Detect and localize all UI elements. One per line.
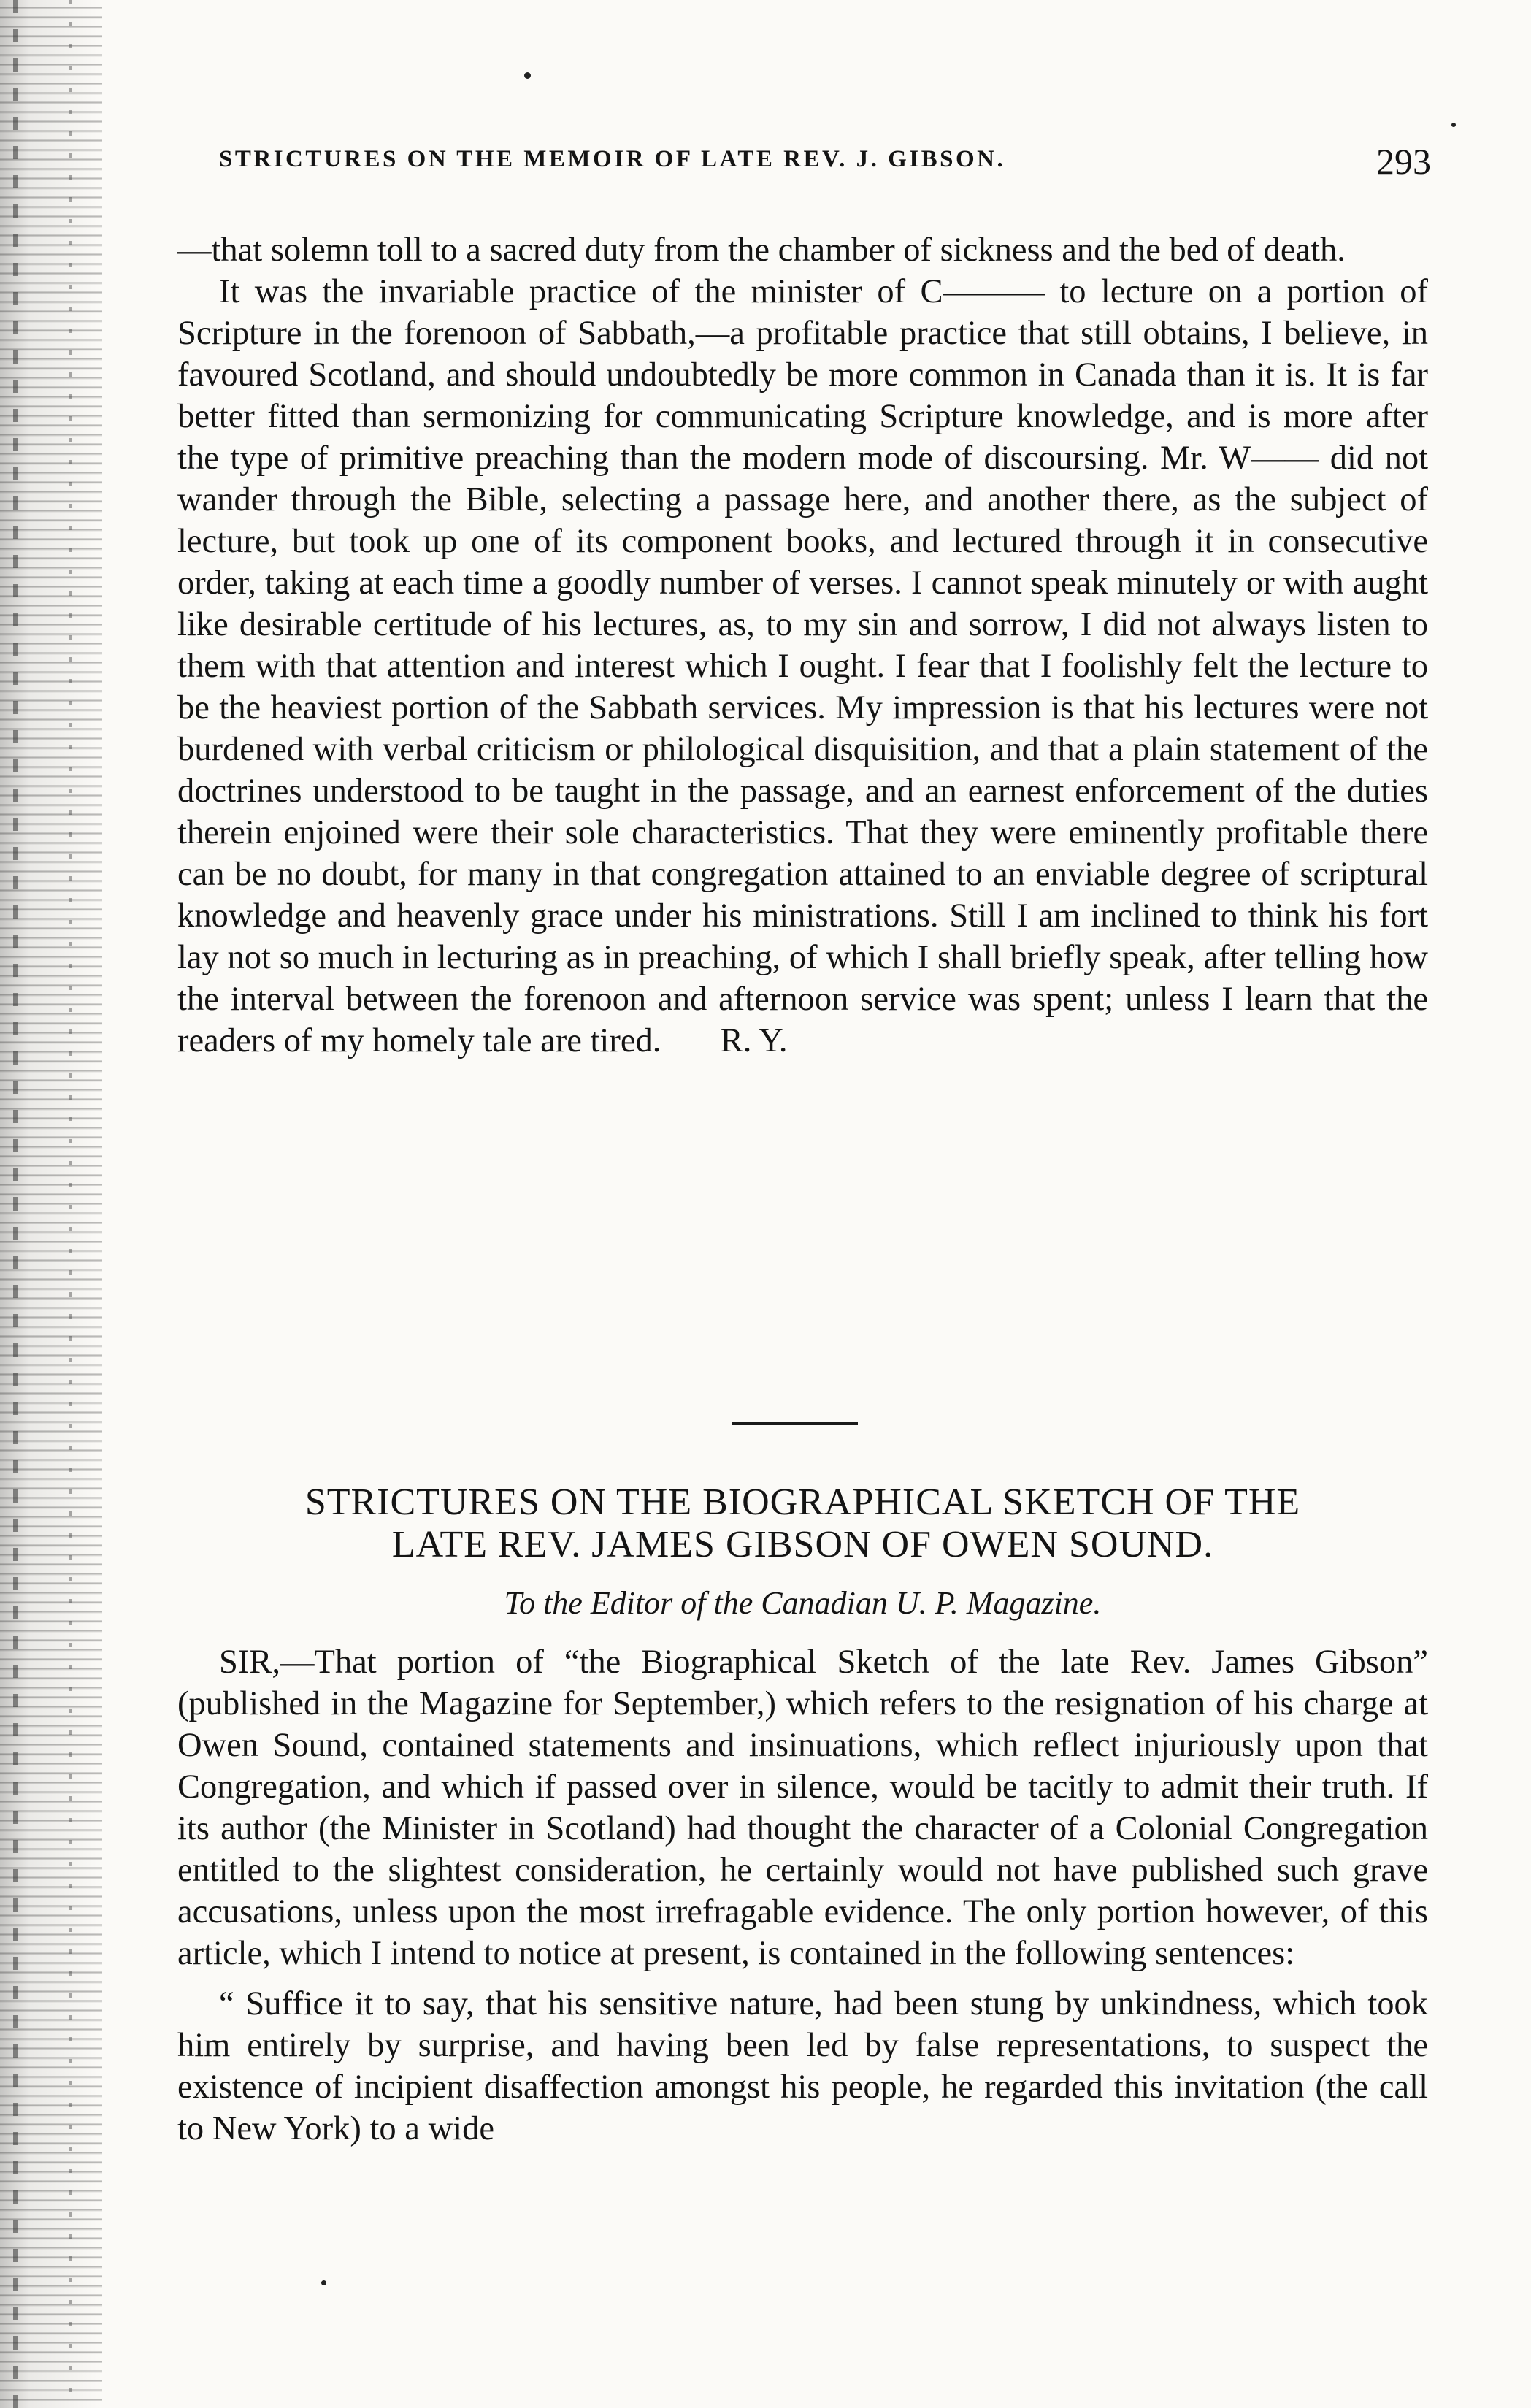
binding-edge-shadow bbox=[13, 0, 18, 2408]
binding-edge-shadow-inner bbox=[69, 0, 72, 2408]
running-head: STRICTURES ON THE MEMOIR OF LATE REV. J. GIBSON. bbox=[219, 146, 1006, 172]
article-title-line-2: LATE REV. JAMES GIBSON OF OWEN SOUND. bbox=[391, 1524, 1214, 1565]
page-header bbox=[219, 141, 1431, 190]
letter-paragraph: SIR,—That portion of “the Biographical Sketch of the late Rev. James Gibson” (published in the Magazine for September,) which refers to the resignation of his charge at Owen Sound, contained statements and insinuations, which reflect injuriously upon that Congregation, and which if passed over in silence, would be tacitly to admit their truth. If its author (the Minister in Scotland) had thought the character of a Colonial Congregation entitled to the slightest consideration, he certainly would not have published such grave accusations, unless upon the most irrefragable evidence. The only portion however, of this article, which I intend to notice at present, is contained in the following sentences: bbox=[177, 1644, 1428, 1972]
ink-speck bbox=[524, 72, 531, 79]
letter-address: To the Editor of the Canadian U. P. Magazine. bbox=[504, 1585, 1102, 1621]
continuation-paragraph: —that solemn toll to a sacred duty from the chamber of sickness and the bed of death. bbox=[177, 231, 1346, 269]
lecture-paragraph bbox=[177, 271, 1428, 1062]
page-number: 293 bbox=[1376, 141, 1431, 182]
lecture-paragraph-text: It was the invariable practice of the minister of C——— to lecture on a portion of Scripture in the forenoon of Sabbath,—a profitable practice that still obtains, I believe, in favoured Scotland, and should undoubtedly be more common in Canada than it is. It is far better fitted than sermonizing for communicating Scripture knowledge, and is more after the type of primitive preaching than the modern mode of discoursing. Mr. W—— did not wander through the Bible, selecting a passage here, and another there, as the subject of lecture, but took up one of its component books, and lectured through it in consecutive order, taking at each time a goodly number of verses. I cannot speak minutely or with aught like desirable certitude of his lectures, as, to my sin and sorrow, I did not always listen to them with that attention and interest which I ought. I fear that I foolishly felt the lecture to be the heaviest portion of the Sabbath services. My impression is that his lectures were not burdened with verbal criticism or philological disquisition, and that a plain statement of the doctrines understood to be taught in the passage, and an earnest enforcement of the duties therein enjoined were their sole characteristics. That they were eminently profitable there can be no doubt, for many in that congregation attained to an enviable degree of scriptural knowledge and heavenly grace under his ministrations. Still I am inclined to think his fort lay not so much in lecturing as in preaching, of which I shall briefly speak, after telling how the interval between the forenoon and afternoon service was spent; unless I learn that the readers of my homely tale are tired. bbox=[177, 273, 1428, 1059]
article-title-line-1: STRICTURES ON THE BIOGRAPHICAL SKETCH OF THE bbox=[304, 1481, 1301, 1523]
author-signature: R. Y. bbox=[720, 1022, 788, 1059]
ink-speck bbox=[1451, 123, 1456, 127]
article-title bbox=[177, 1481, 1428, 1566]
first-article-body bbox=[177, 229, 1428, 1062]
ink-speck bbox=[321, 2280, 326, 2285]
section-divider bbox=[732, 1422, 858, 1425]
quoted-passage: “ Suffice it to say, that his sensitive nature, had been stung by unkindness, which took him entirely by surprise, and having been led by false representations, to suspect the existence of incipient disaffection amongst his people, he regarded this invitation (the call to New York) to a wide bbox=[177, 1985, 1428, 2147]
second-article-body bbox=[177, 1641, 1428, 2150]
